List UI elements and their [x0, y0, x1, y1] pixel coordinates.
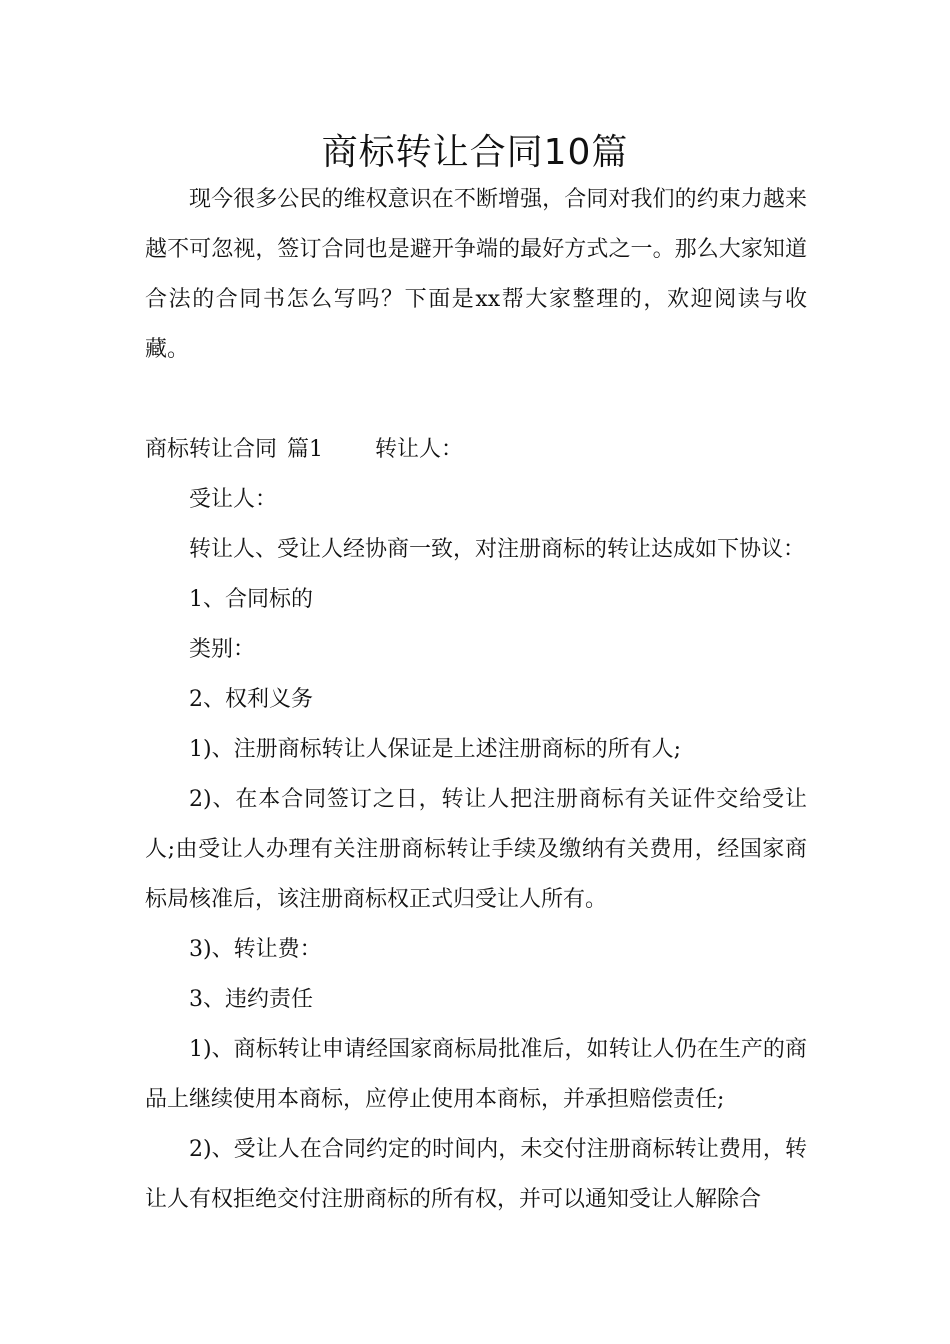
contract-paragraph: 3)、转让费：: [189, 937, 322, 962]
document-title: 商标转让合同10篇: [321, 132, 629, 173]
section-heading: 商标转让合同: [145, 437, 278, 462]
contract-section: [145, 425, 807, 1225]
contract-paragraph: 2)、受让人在合同约定的时间内，未交付注册商标转让费用，转让人有权拒绝交付注册商标的所有权，并可以通知受让人解除合: [145, 1137, 807, 1212]
contract-paragraph: 受让人：: [189, 487, 278, 512]
contract-paragraph: 1、合同标的: [189, 587, 313, 612]
intro-paragraph: 现今很多公民的维权意识在不断增强，合同对我们的约束力越来越不可忽视，签订合同也是避开争端的最好方式之一。那么大家知道合法的合同书怎么写吗？下面是xx帮大家整理的，欢迎阅读与收藏。: [145, 187, 807, 362]
contract-paragraph: 2、权利义务: [189, 687, 313, 712]
contract-heading-line: [145, 425, 807, 475]
contract-paragraph: 类别：: [189, 637, 256, 662]
contract-paragraph: 转让人、受让人经协商一致，对注册商标的转让达成如下协议：: [189, 537, 806, 562]
contract-paragraph: 1)、注册商标转让人保证是上述注册商标的所有人;: [189, 737, 681, 762]
contract-paragraph: 1)、商标转让申请经国家商标局批准后，如转让人仍在生产的商品上继续使用本商标，应停止使用本商标，并承担赔偿责任;: [145, 1037, 807, 1112]
contract-paragraph: 3、违约责任: [189, 987, 313, 1012]
contract-paragraph: 2)、在本合同签订之日，转让人把注册商标有关证件交给受让人;由受让人办理有关注册商标转让手续及缴纳有关费用，经国家商标局核准后，该注册商标权正式归受让人所有。: [145, 787, 807, 912]
transferor-label: 转让人：: [375, 437, 464, 462]
intro-section: [145, 175, 807, 375]
section-number: 篇1: [287, 437, 324, 462]
